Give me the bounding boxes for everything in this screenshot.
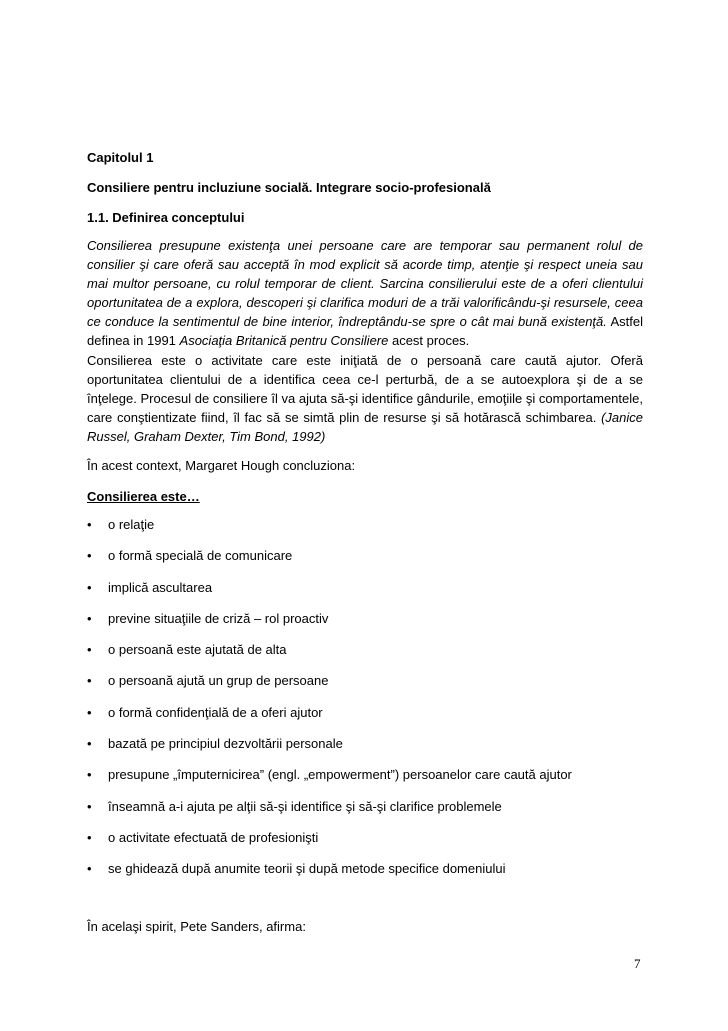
- bullet-icon: •: [87, 704, 92, 720]
- bullet-icon: •: [87, 517, 92, 532]
- activity-text: Consilierea este o activitate care este iniţiată de o persoană care caută ajutor. Oferă oportunitatea clientului de a identifica ceea ce-l perturbă, de a se autoexplora şi de a se înţelege. Procesul de consiliere îl va ajuta să-şi identifice gândurile, emoţiile şi comportamentele, care conştientizate fiind, îl fac să se simtă plin de resurse şi să hotărască schimbarea.: [87, 353, 643, 425]
- list-item-text: o persoană este ajutată de alta: [108, 642, 287, 658]
- paragraph-activity: [87, 351, 643, 446]
- chapter-title: Consiliere pentru incluziune socială. Integrare socio-profesională: [87, 180, 491, 195]
- page-number: 7: [634, 956, 641, 971]
- citation: (Janice Russel, Graham Dexter, Tim Bond, 1992): [87, 410, 643, 444]
- bullet-icon: •: [87, 610, 92, 626]
- list-item: [87, 578, 643, 609]
- bullet-icon: •: [87, 548, 92, 564]
- list-item: [87, 640, 643, 671]
- list-item: [87, 797, 643, 828]
- list-item: [87, 609, 643, 640]
- list-item-text: o persoană ajută un grup de persoane: [108, 673, 329, 689]
- paragraph-context: În acest context, Margaret Hough concluziona:: [87, 458, 356, 473]
- bullet-list: [87, 515, 643, 891]
- list-item-text: presupune „împuternicirea” (engl. „empowerment”) persoanelor care caută ajutor: [108, 767, 572, 783]
- list-item: [87, 671, 643, 702]
- list-item-text: înseamnă a-i ajuta pe alţii să-şi identifice şi să-şi clarifice problemele: [108, 798, 502, 814]
- list-item-text: implică ascultarea: [108, 579, 213, 595]
- list-item: [87, 734, 643, 765]
- definition-attribution: Astfel definea in 1991: [87, 314, 643, 348]
- list-item-text: se ghidează după anumite teorii şi după metode specifice domeniului: [108, 861, 506, 877]
- list-item-text: previne situaţiile de criză – rol proactiv: [108, 610, 329, 626]
- paragraph-definition: [87, 236, 643, 350]
- list-item: [87, 703, 643, 734]
- list-item: [87, 859, 643, 890]
- list-item: [87, 515, 643, 546]
- bullet-icon: •: [87, 767, 92, 783]
- definition-text: Consilierea presupune existenţa unei persoane care are temporar sau permanent rolul de consilier şi care oferă sau acceptă în mod explicit să acorde timp, atenţie şi respect uneia sau mai multor persoane, cu rolul temporar de client. Sarcina consilierului este de a oferi clientului oportunitatea de a explora, descoperi şi clarifica moduri de a trăi valorificându-şi resursele, ceea ce conduce la sentimentul de bine interior, îndreptându-se spre o cât mai bună existenţă.: [87, 238, 643, 329]
- list-item-text: bazată pe principiul dezvoltării personale: [108, 736, 343, 752]
- bullet-icon: •: [87, 829, 92, 845]
- list-item-text: o activitate efectuată de profesionişti: [108, 829, 319, 845]
- section-heading: 1.1. Definirea conceptului: [87, 210, 245, 225]
- list-item-text: o formă specială de comunicare: [108, 548, 293, 564]
- bullet-icon: •: [87, 579, 92, 595]
- list-heading: Consilierea este…: [87, 489, 200, 504]
- bullet-icon: •: [87, 861, 92, 877]
- list-item-text: o formă confidenţială de a oferi ajutor: [108, 704, 323, 720]
- definition-end: acest proces.: [388, 333, 470, 348]
- chapter-label: Capitolul 1: [87, 150, 154, 165]
- bullet-icon: •: [87, 736, 92, 752]
- list-item: [87, 828, 643, 859]
- organization-name: Asociaţia Britanică pentru Consiliere: [179, 333, 389, 348]
- list-item-text: o relaţie: [108, 517, 155, 532]
- bullet-icon: •: [87, 642, 92, 658]
- list-item: [87, 546, 643, 577]
- bullet-icon: •: [87, 673, 92, 689]
- list-item: [87, 765, 643, 796]
- paragraph-sanders: În acelaşi spirit, Pete Sanders, afirma:: [87, 919, 306, 934]
- bullet-icon: •: [87, 798, 92, 814]
